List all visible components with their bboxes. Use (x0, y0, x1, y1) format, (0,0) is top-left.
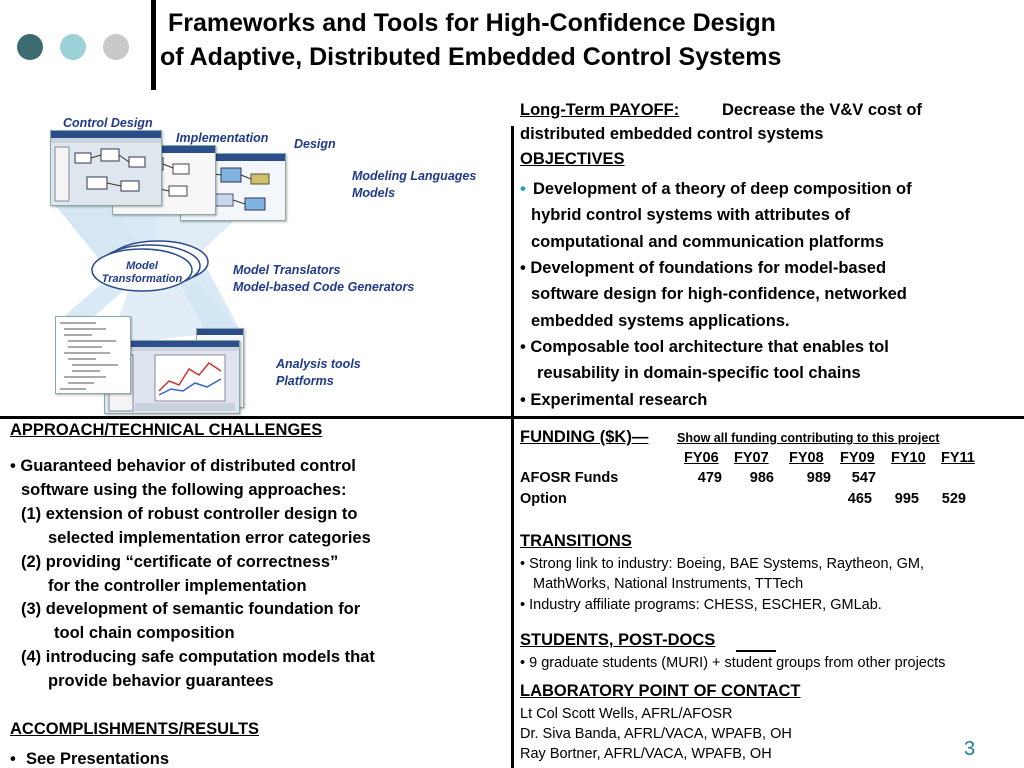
accomplishments-item: See Presentations (26, 750, 170, 768)
funding-year: FY09 (840, 450, 875, 466)
payoff-line-1: Decrease the V&V cost of (722, 101, 922, 119)
accomplishments-heading: ACCOMPLISHMENTS/RESULTS (10, 720, 260, 738)
transitions-line: MathWorks, National Instruments, TTTech (533, 576, 804, 592)
funding-cell: 529 (941, 491, 966, 507)
approach-line: (4) introducing safe computation models that (21, 648, 375, 666)
funding-note: Show all funding contributing to this project (677, 431, 940, 445)
funding-year: FY08 (789, 450, 824, 466)
objectives-heading: OBJECTIVES (520, 150, 625, 168)
objectives-line: computational and communication platforms (531, 233, 884, 251)
model-transformation-label-1: Model (126, 260, 158, 272)
contact-line: Ray Bortner, AFRL/VACA, WPAFB, OH (520, 746, 772, 762)
design-label: Design (294, 137, 336, 151)
funding-cell: 547 (851, 470, 876, 486)
funding-year: FY11 (941, 450, 975, 466)
students-heading-underline-tail (736, 650, 776, 652)
page-title-line-1: Frameworks and Tools for High-Confidence Design (168, 9, 776, 37)
students-line: • 9 graduate students (MURI) + student groups from other projects (520, 655, 946, 671)
approach-line: (3) development of semantic foundation for (21, 600, 361, 618)
funding-year: FY06 (684, 450, 719, 466)
contact-heading: LABORATORY POINT OF CONTACT (520, 682, 801, 700)
models-label: Models (352, 186, 396, 200)
funding-year: FY10 (891, 450, 926, 466)
funding-row-label: Option (520, 491, 567, 507)
implementation-label: Implementation (176, 131, 269, 145)
transitions-line: • Strong link to industry: Boeing, BAE Systems, Raytheon, GM, (520, 556, 925, 572)
analysis-tools-label: Analysis tools (276, 357, 361, 371)
page-number: 3 (964, 738, 976, 760)
contact-line: Dr. Siva Banda, AFRL/VACA, WPAFB, OH (520, 726, 792, 742)
funding-cell: 479 (697, 470, 722, 486)
contact-line: Lt Col Scott Wells, AFRL/AFOSR (520, 706, 733, 722)
control-design-label: Control Design (63, 116, 153, 130)
objectives-line: hybrid control systems with attributes of (531, 206, 851, 224)
approach-line: for the controller implementation (48, 577, 307, 595)
objectives-line: software design for high-confidence, networked (531, 285, 907, 303)
page-title-line-2: of Adaptive, Distributed Embedded Control Systems (160, 43, 782, 71)
control-design-screenshot (50, 130, 162, 206)
objectives-line: • Development of foundations for model-based (520, 259, 887, 277)
transitions-line: • Industry affiliate programs: CHESS, ESCHER, GMLab. (520, 597, 882, 613)
approach-line: tool chain composition (54, 624, 235, 642)
approach-line: provide behavior guarantees (48, 672, 274, 690)
funding-cell: 989 (806, 470, 831, 486)
code-listing-screenshot (55, 316, 131, 394)
approach-line: (2) providing “certificate of correctness” (21, 553, 339, 571)
approach-line: • Guaranteed behavior of distributed control (10, 457, 356, 475)
approach-heading: APPROACH/TECHNICAL CHALLENGES (10, 421, 323, 439)
objectives-line: reusability in domain-specific tool chains (537, 364, 861, 382)
model-translators-label: Model Translators (233, 263, 341, 277)
funding-heading: FUNDING ($K)— (520, 428, 649, 446)
approach-line: (1) extension of robust controller design to (21, 505, 358, 523)
funding-row-label: AFOSR Funds (520, 470, 619, 486)
accomplishments-bullet: • (10, 750, 16, 768)
objectives-first-bullet: • (520, 180, 526, 198)
payoff-line-2: distributed embedded control systems (520, 125, 824, 143)
objectives-line: • Composable tool architecture that enables tol (520, 338, 889, 356)
objectives-line: embedded systems applications. (531, 312, 790, 330)
funding-cell: 465 (847, 491, 872, 507)
model-transformation-label-2: Transformation (101, 273, 183, 285)
objectives-line: Development of a theory of deep composition of (533, 180, 912, 198)
platforms-label: Platforms (276, 374, 334, 388)
students-heading: STUDENTS, POST-DOCS (520, 631, 716, 649)
funding-cell: 995 (894, 491, 919, 507)
horizontal-divider (0, 416, 1024, 419)
modeling-languages-label: Modeling Languages (352, 169, 477, 183)
approach-line: selected implementation error categories (48, 529, 371, 547)
objectives-line: • Experimental research (520, 391, 708, 409)
funding-year: FY07 (734, 450, 769, 466)
payoff-heading: Long-Term PAYOFF: (520, 101, 680, 119)
funding-cell: 986 (749, 470, 774, 486)
code-generators-label: Model-based Code Generators (233, 280, 415, 294)
approach-line: software using the following approaches: (21, 481, 347, 499)
transitions-heading: TRANSITIONS (520, 532, 632, 550)
